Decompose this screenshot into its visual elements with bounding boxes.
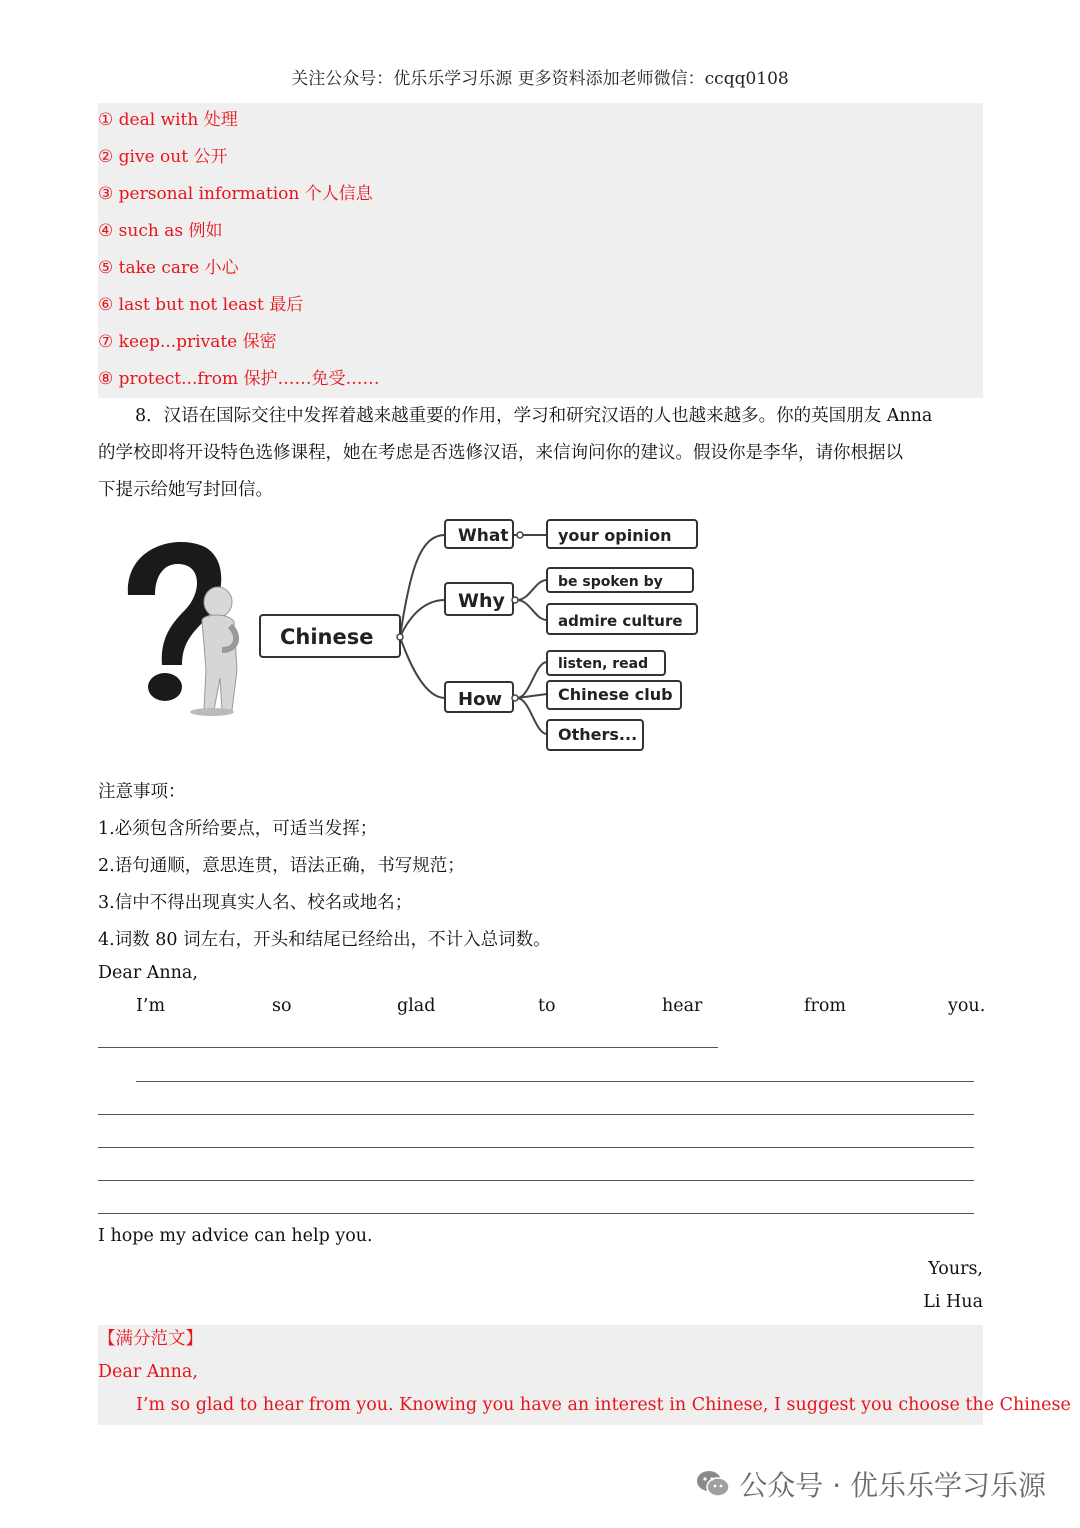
question-line-2: 的学校即将开设特色选修课程，她在考虑是否选修汉语，来信询问你的建议。假设你是李华，请你根据以	[98, 443, 903, 463]
wechat-icon	[695, 1468, 731, 1500]
note-item: 4.词数 80 词左右，开头和结尾已经给出，不计入总词数。	[98, 930, 551, 950]
question-mark-thinking-figure-icon	[128, 542, 237, 716]
phrase-item: ③ personal information 个人信息	[98, 184, 373, 204]
letter-opening-word: glad	[397, 996, 436, 1016]
letter-closing: I hope my advice can help you.	[98, 1226, 373, 1246]
letter-opening-word: so	[272, 996, 292, 1016]
watermark	[695, 1464, 1046, 1504]
sample-title: 【满分范文】	[98, 1329, 203, 1349]
letter-signature: Li Hua	[923, 1292, 983, 1312]
node-leaf: your opinion	[558, 526, 672, 545]
phrase-item: ① deal with 处理	[98, 110, 238, 130]
page-header: 关注公众号：优乐乐学习乐源 更多资料添加老师微信：ccqq0108	[291, 69, 789, 89]
question-line-3: 下提示给她写封回信。	[98, 480, 273, 500]
phrase-item: ② give out 公开	[98, 147, 228, 167]
node-leaf: listen, read	[558, 656, 649, 672]
phrase-answer-box	[98, 103, 983, 398]
letter-opening-word: I’m	[136, 996, 166, 1016]
node-leaf: admire culture	[558, 612, 683, 630]
phrase-item: ⑤ take care 小心	[98, 258, 239, 278]
writing-line[interactable]	[98, 1114, 974, 1115]
phrase-item: ⑥ last but not least 最后	[98, 295, 304, 315]
note-item: 3.信中不得出现真实人名、校名或地名；	[98, 893, 413, 913]
phrase-item: ④ such as 例如	[98, 221, 223, 241]
writing-line[interactable]	[98, 1180, 974, 1181]
sample-body: I’m so glad to hear from you. Knowing you have an interest in Chinese, I suggest you choose the Chinese	[136, 1395, 1071, 1415]
phrase-item: ⑧ protect...from 保护……免受……	[98, 369, 380, 389]
letter-opening-word: from	[804, 996, 846, 1016]
node-what: What	[458, 526, 509, 546]
mind-map-diagram	[110, 510, 710, 760]
writing-line[interactable]	[98, 1213, 974, 1214]
letter-opening-word: to	[538, 996, 556, 1016]
letter-opening-word: you.	[948, 996, 986, 1016]
writing-line[interactable]	[98, 1147, 974, 1148]
phrase-item: ⑦ keep...private 保密	[98, 332, 277, 352]
question-line-1: 8．汉语在国际交往中发挥着越来越重要的作用，学习和研究汉语的人也越来越多。你的英国朋友 Anna	[135, 406, 933, 426]
notes-title: 注意事项：	[98, 782, 186, 802]
node-leaf: be spoken by	[558, 574, 663, 590]
writing-line[interactable]	[136, 1081, 974, 1082]
note-item: 1.必须包含所给要点，可适当发挥；	[98, 819, 378, 839]
node-center: Chinese	[280, 625, 374, 649]
letter-sign-off: Yours,	[928, 1259, 983, 1279]
writing-line[interactable]	[98, 1047, 718, 1048]
letter-opening-word: hear	[662, 996, 703, 1016]
node-leaf: Others...	[558, 725, 638, 744]
node-why: Why	[458, 590, 505, 612]
watermark-text: 公众号 · 优乐乐学习乐源	[739, 1469, 1046, 1502]
note-item: 2.语句通顺，意思连贯，语法正确，书写规范；	[98, 856, 465, 876]
node-leaf: Chinese club	[558, 685, 673, 704]
node-how: How	[458, 689, 503, 710]
sample-greeting: Dear Anna,	[98, 1362, 198, 1382]
letter-greeting: Dear Anna,	[98, 963, 198, 983]
